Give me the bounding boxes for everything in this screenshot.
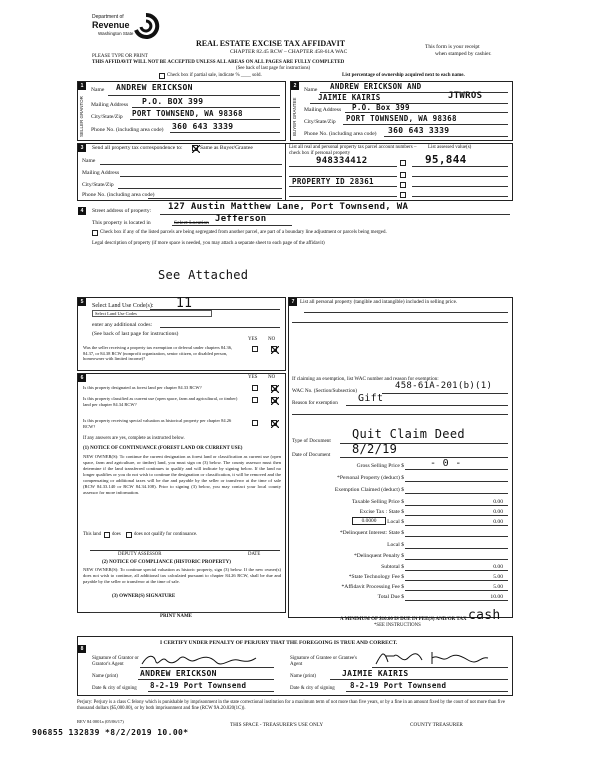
s3-mailing-label: Mailing Address [82, 170, 120, 176]
processing-fee-value[interactable]: 5.00 [493, 584, 503, 590]
delinquent-interest-line [405, 536, 508, 537]
parcel-1-value[interactable]: 948334412 [316, 156, 368, 166]
notice-1-title: (1) NOTICE OF CONTINUANCE (FOREST LAND OR CURRENT USE) [83, 446, 243, 451]
historic-no-checkbox[interactable] [271, 420, 277, 426]
form-title: REAL ESTATE EXCISE TAX AFFIDAVIT [196, 39, 346, 48]
dept-line1: Department of [92, 14, 124, 20]
local2-line [405, 548, 508, 549]
grantee-sig-label: Signature of Grantee or Grantee's Agent [290, 656, 357, 667]
taxable-label: Taxable Selling Price $ [352, 499, 404, 505]
receipt-note: This form is your receipt [425, 44, 480, 50]
s5-yes-header: YES [248, 337, 258, 342]
notice-2-title: (2) NOTICE OF COMPLIANCE (HISTORIC PROPERTY) [102, 560, 231, 565]
parcel-1-line [289, 166, 397, 167]
same-as-buyer-label: Same as Buyer/Grantee [200, 145, 253, 151]
segregated-checkbox[interactable] [92, 230, 98, 236]
grantor-date-value[interactable]: 8-2-19 Port Townsend [150, 681, 247, 690]
checkmark-icon [271, 420, 279, 428]
doc-type-label: Type of Document [292, 438, 331, 444]
located-in-label: This property is located in [92, 220, 151, 226]
parcel-2-line-b [289, 186, 397, 187]
located-line [172, 225, 292, 226]
tech-fee-value[interactable]: 5.00 [493, 574, 503, 580]
parcel-4-line [289, 196, 397, 197]
s5-see-back: (See back of last page for instructions) [92, 331, 179, 337]
treasurer-use-label: THIS SPACE - TREASURER'S USE ONLY [230, 722, 324, 728]
historic-question: Is this property receiving special valuation as historical property per chapter 84.26 RCW? [83, 418, 232, 429]
land-does-not-checkbox[interactable] [126, 532, 132, 538]
buyer-name-line2[interactable]: JAIMIE KAIRIS [318, 93, 381, 102]
assessed-1-value[interactable]: 95,844 [425, 153, 467, 166]
doc-date-line [340, 457, 508, 458]
seller-phone-line [170, 132, 280, 133]
tech-fee-label: *State Technology Fee $ [348, 574, 404, 580]
total-due-label: Total Due $ [377, 594, 404, 600]
grantor-name-line [138, 679, 274, 680]
legal-description-value[interactable]: See Attached [158, 268, 249, 282]
s5-no-checkbox[interactable] [271, 346, 277, 352]
seller-mailing-value[interactable]: P.O. BOX 399 [142, 97, 204, 106]
revision-label: REV 84 0001a (05/06/17) [77, 719, 124, 724]
grantor-name-label: Name (print) [92, 674, 118, 679]
section-3-number: 3 [78, 144, 86, 152]
delinquent-interest-label: *Delinquent Interest: State $ [339, 530, 404, 536]
assessed-2-line [412, 176, 508, 177]
exemption-claim-label: If claiming an exemption, list WAC number and reason for exemption: [292, 376, 439, 382]
personal-property-line1 [304, 312, 508, 313]
located-struck: Select Location [174, 220, 209, 226]
deputy-assessor-label: DEPUTY ASSESSOR [118, 552, 162, 557]
forest-yes-checkbox[interactable] [252, 385, 258, 391]
subtotal-value[interactable]: 0.00 [493, 564, 503, 570]
s3-city-label: City/State/Zip [82, 182, 114, 188]
ownership-note: List percentage of ownership acquired next to each name. [342, 73, 465, 78]
buyer-ownership[interactable]: JTWROS [448, 91, 483, 101]
county-treasurer-label: COUNTY TREASURER [410, 722, 463, 728]
owner-signature-line [90, 612, 280, 613]
grantee-date-value[interactable]: 8-2-19 Port Townsend [350, 681, 447, 690]
section-4-number: 4 [78, 207, 86, 215]
section-1-number: 1 [78, 82, 86, 90]
forest-question: Is this property designated as forest land per chapter 84.33 RCW? [83, 385, 202, 390]
s3-city-line [118, 188, 282, 189]
assessed-header: List assessed value(s) [428, 145, 472, 150]
notice-1-body: NEW OWNER(S): To continue the current designation as forest land or classification as current use (open space, farm and agriculture, or timber) land, you must sign on (3) below. The county assessor must then determine if the land transferred continues to qualify and will indicate by signing below. If the land no longer qualifies or you do not wish to continue the designation or classification, it will be removed and the compensating or additional taxes will be due and payable by the seller or transferor at the time of sale (RCW 84.33.140 or RCW 84.34.108). Prior to signing (3) below, you may contact your local county assessor for more information. [83, 454, 281, 495]
parcel-2-personal-checkbox[interactable] [400, 172, 406, 178]
parcel-2-value[interactable]: PROPERTY ID 28361 [292, 177, 374, 186]
excise-state-line [405, 515, 508, 516]
grantor-name-value[interactable]: ANDREW ERICKSON [140, 669, 217, 678]
section-5-number: 5 [78, 298, 86, 306]
personal-property-line2 [292, 322, 508, 323]
land-does-checkbox[interactable] [104, 532, 110, 538]
local-value[interactable]: 0.00 [493, 519, 503, 525]
buyer-name-label: Name [304, 87, 318, 93]
grantee-signature[interactable] [372, 648, 492, 668]
buyer-city-value[interactable]: PORT TOWNSEND, WA 98368 [346, 114, 457, 123]
legal-description-label: Legal description of property (if more space is needed, you may attach a separate sheet to each page of the affidavit) [92, 241, 325, 246]
excise-state-label: Excise Tax : State $ [359, 509, 404, 515]
payment-method: cash [468, 608, 501, 623]
buyer-side-label: BUYER GRANTEE [292, 97, 297, 137]
print-name-label: PRINT NAME [160, 614, 192, 619]
local-label: Local $ [387, 519, 404, 525]
seller-phone-label: Phone No. (including area code) [91, 127, 164, 133]
grantor-sig-line [140, 667, 274, 668]
grantee-date-label: Date & city of signing [290, 686, 335, 691]
owner-signature-label: (3) OWNER(S) SIGNATURE [112, 594, 176, 599]
does-not-label: does not qualify for continuance. [134, 532, 198, 537]
section-2-number: 2 [291, 82, 299, 90]
buyer-city-label: City/State/Zip [304, 119, 336, 125]
form-chapter: CHAPTER 82.45 RCW – CHAPTER 458-61A WAC [230, 49, 348, 55]
send-correspondence-label: Send all property tax correspondence to: [92, 145, 183, 151]
current-use-question: Is this property classified as current use (open space, farm and agricultural, or timber) land per chapter 84.34 RCW? [83, 396, 238, 407]
checkmark-icon [271, 385, 279, 393]
buyer-phone-line [384, 136, 508, 137]
s5-yes-checkbox[interactable] [252, 346, 258, 352]
stamped-note: when stamped by cashier. [435, 51, 492, 57]
total-due-value[interactable]: 10.00 [490, 594, 503, 600]
notice-2-body: NEW OWNER(S): To continue special valuation as historic property, sign (3) below. If the new owner(s) does not wish to continue, all additional tax calculated pursuant to chapter 84.26 RCW, shall be due and payable by the seller or transferor at the time of sale. [83, 567, 281, 584]
s5-no-header: NO [268, 337, 276, 342]
checkmark-icon [271, 346, 279, 354]
deputy-line [90, 550, 280, 551]
parcel-4-personal-checkbox[interactable] [400, 192, 406, 198]
grantor-signature[interactable] [140, 652, 260, 668]
does-label: does [112, 532, 121, 537]
buyer-city-line [343, 124, 508, 125]
dept-line3: Washington State [98, 31, 134, 36]
personal-deduct-label: *Personal Property (deduct) $ [337, 475, 404, 481]
reason-label: Reason for exemption [292, 400, 338, 406]
checkmark-icon [192, 145, 200, 153]
seller-phone-value[interactable]: 360 643 3339 [172, 122, 234, 131]
s3-divider [285, 143, 286, 201]
buyer-mailing-line [345, 112, 508, 113]
buyer-mailing-label: Mailing Address [304, 107, 342, 113]
street-address-line [160, 214, 510, 215]
assessed-4-line [412, 196, 508, 197]
see-back-note: (See back of last page for instructions) [236, 66, 311, 71]
buyer-phone-value[interactable]: 360 643 3339 [388, 126, 450, 135]
same-as-buyer-checkbox[interactable] [192, 145, 198, 151]
taxable-line [405, 505, 508, 506]
processing-fee-line [405, 590, 508, 591]
section-6-number: 6 [78, 374, 86, 382]
revenue-logo-icon [132, 12, 160, 40]
personal-deduct-line [405, 481, 508, 482]
partial-sale-checkbox[interactable] [159, 73, 165, 79]
exemption-deduct-label: Exemption Claimed (deduct) $ [334, 487, 404, 493]
reason-line2 [292, 414, 508, 415]
street-address-value[interactable]: 127 Austin Matthew Lane, Port Townsend, WA [168, 202, 409, 212]
if-yes-note: If any answers are yes, complete as instructed below. [83, 436, 185, 441]
assessed-3-line [412, 186, 508, 187]
parcel-1-personal-checkbox[interactable] [400, 160, 406, 166]
reason-line [346, 405, 508, 406]
historic-yes-checkbox[interactable] [252, 420, 258, 426]
grantor-sig-label: Signature of Grantor or Grantor's Agent [92, 656, 139, 667]
grantee-name-value[interactable]: JAIMIE KAIRIS [342, 669, 409, 678]
seller-name-line [108, 95, 280, 96]
minimum-due-note: A MINIMUM OF $10.00 IS DUE IN FEE(S) AND/OR TAX [340, 617, 467, 622]
parcel-header: List all real and personal property tax parcel account numbers – check box if personal property [289, 145, 417, 156]
gross-value[interactable]: - 0 - [430, 458, 462, 469]
see-instructions-note: *SEE INSTRUCTIONS [374, 623, 421, 628]
total-due-line [405, 600, 508, 601]
grantee-name-label: Name (print) [290, 674, 316, 679]
deputy-date-label: DATE [248, 552, 261, 557]
section-7-number: 7 [289, 298, 297, 306]
s3-name-label: Name [82, 158, 96, 164]
exemption-question: Was the seller receiving a property tax exemption or deferral under chapters 84.36, 84.37, or 84.38 RCW (nonprofit organization, senior citizen, or disabled person, homeowner with limited income)? [83, 345, 233, 361]
street-address-label: Street address of property: [92, 208, 152, 214]
located-value[interactable]: Jefferson [215, 214, 267, 224]
wac-value[interactable]: 458-61A-201(b)(1) [395, 381, 493, 391]
gross-label: Gross Selling Price $ [356, 463, 404, 469]
s6-no-header: NO [268, 375, 276, 380]
please-type: PLEASE TYPE OR PRINT [92, 54, 148, 59]
current-use-yes-checkbox[interactable] [252, 397, 258, 403]
doc-date-value[interactable]: 8/2/19 [352, 442, 398, 456]
subtotal-line [405, 570, 508, 571]
s6-yes-header: YES [248, 375, 258, 380]
seller-name-label: Name [91, 87, 105, 93]
s3-phone-line [148, 198, 282, 199]
buyer-name-line1[interactable]: ANDREW ERICKSON AND [330, 82, 422, 91]
dept-line2: Revenue [92, 20, 130, 30]
checkmark-icon [271, 397, 279, 405]
excise-state-value[interactable]: 0.00 [493, 509, 503, 515]
gross-line [405, 469, 508, 470]
land-use-select[interactable]: Select Land Use Codes [92, 310, 212, 317]
seller-city-value[interactable]: PORT TOWNSEND, WA 98368 [132, 109, 243, 118]
certify-statement: I CERTIFY UNDER PENALTY OF PERJURY THAT THE FOREGOING IS TRUE AND CORRECT. [160, 640, 398, 646]
wac-label: WAC No. (Section/Subsection) [292, 388, 357, 394]
partial-sale-label: Check box if partial sale, indicate % ____ sold. [167, 73, 262, 78]
exemption-deduct-line [405, 493, 508, 494]
delinquent-penalty-line [405, 559, 508, 560]
receipt-stamp: 906855 132839 *8/2/2019 10.00* [32, 728, 189, 737]
local-rate-field[interactable]: 0.0000 [352, 517, 386, 525]
grantee-name-line [330, 679, 508, 680]
taxable-value[interactable]: 0.00 [493, 499, 503, 505]
local-line [405, 525, 508, 526]
delinquent-penalty-label: *Delinquent Penalty $ [353, 553, 404, 559]
perjury-note: Perjury: Perjury is a class C felony which is punishable by imprisonment in the state correctional institution for a maximum term of not more than five years, or by a fine in an amount fixed by the court of not more than five thousand dollars ($5,000.00), or by both imprisonment and fine (RCW 9A.20.020(1C)). [77, 700, 506, 711]
doc-date-label: Date of Document [292, 452, 331, 458]
s3-name-line [100, 164, 282, 165]
section-8-number: 8 [78, 645, 86, 653]
revenue-logo [92, 12, 158, 42]
forest-no-checkbox[interactable] [271, 385, 277, 391]
doc-type-value[interactable]: Quit Claim Deed [352, 427, 465, 441]
grantee-sig-line [372, 667, 508, 668]
seller-mailing-label: Mailing Address [91, 102, 129, 108]
seller-city-label: City/State/Zip [91, 114, 123, 120]
assessed-1-line [412, 166, 508, 167]
grantor-date-label: Date & city of signing [92, 686, 137, 691]
personal-property-label: List all personal property (tangible and intangible) included in selling price. [300, 299, 458, 305]
additional-codes-label: enter any additional codes: [92, 322, 153, 328]
not-accepted-note: THIS AFFIDAVIT WILL NOT BE ACCEPTED UNLESS ALL AREAS ON ALL PAGES ARE FULLY COMPLETED [92, 60, 345, 65]
buyer-phone-label: Phone No. (including area code) [304, 131, 377, 137]
segregated-label: Check box if any of the listed parcels are being segregated from another parcel, are part of a boundary line adjustment or parcels being merged. [100, 230, 387, 235]
seller-city-line [130, 119, 280, 120]
s3-mailing-line [120, 176, 282, 177]
land-use-value[interactable]: 11 [176, 296, 193, 311]
parcel-3-personal-checkbox[interactable] [400, 182, 406, 188]
land-use-label: Select Land Use Code(s): [92, 303, 154, 309]
reason-value[interactable]: Gift [358, 393, 384, 404]
subtotal-label: Subtotal $ [381, 564, 404, 570]
wac-line [382, 393, 508, 394]
grantor-date-line [148, 691, 274, 692]
buyer-mailing-value[interactable]: P.O. Box 399 [352, 103, 410, 112]
seller-mailing-line [132, 107, 280, 108]
seller-name-value[interactable]: ANDREW ERICKSON [116, 83, 193, 92]
grantee-date-line [346, 691, 508, 692]
current-use-no-checkbox[interactable] [271, 397, 277, 403]
processing-fee-label: *Affidavit Processing Fee $ [341, 584, 404, 590]
tech-fee-line [405, 580, 508, 581]
s3-phone-label: Phone No. (including area code) [82, 192, 155, 198]
additional-codes-line [160, 327, 280, 328]
seller-side-label: SELLER GRANTOR [79, 96, 84, 138]
local2-label: Local $ [387, 542, 404, 548]
this-land-label: This land [83, 532, 101, 537]
